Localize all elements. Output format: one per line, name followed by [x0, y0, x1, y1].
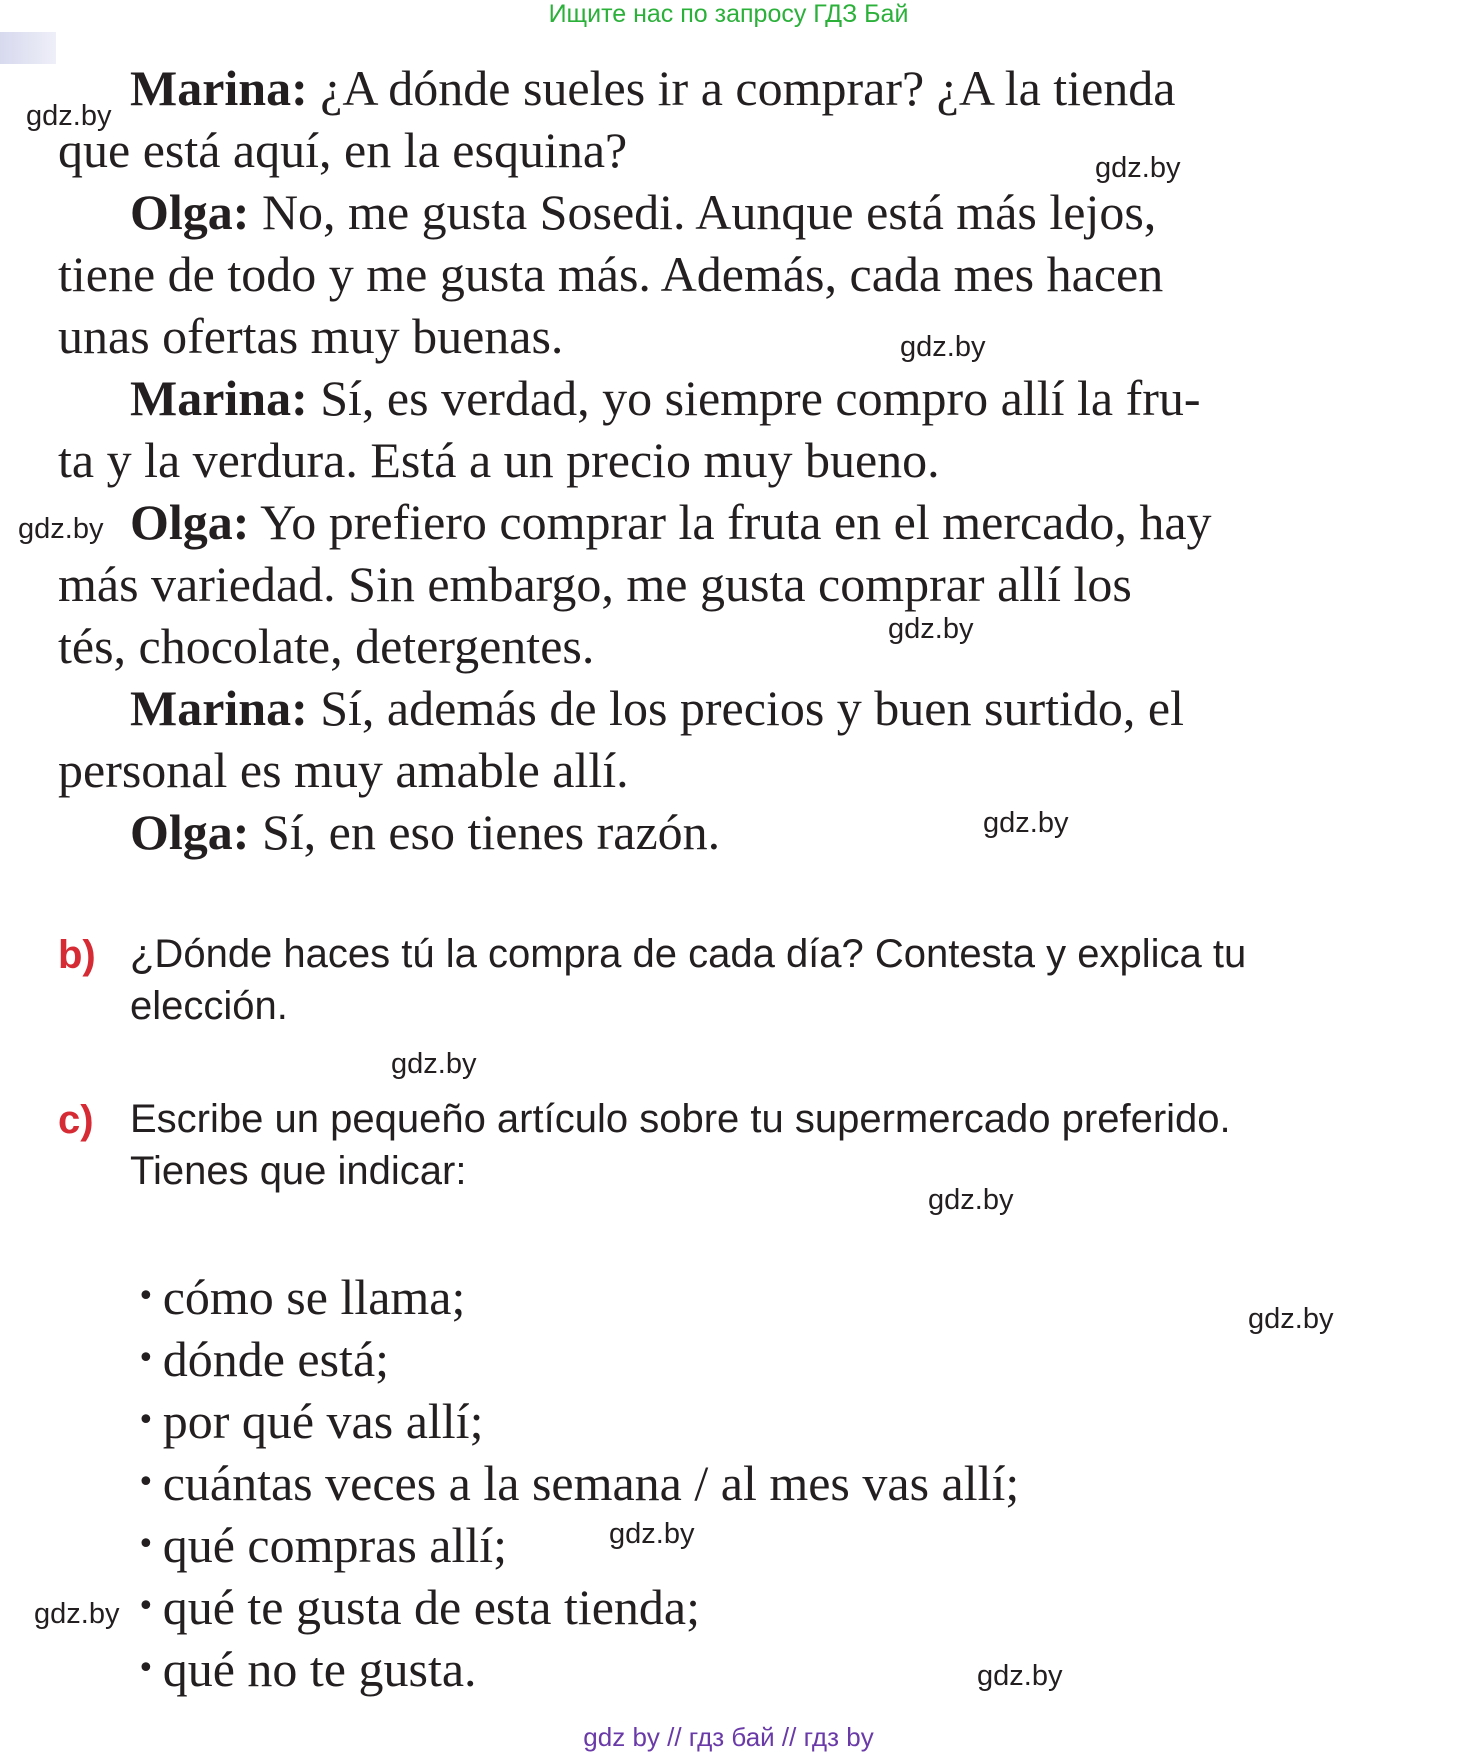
- bullet-dot: •: [137, 1279, 155, 1314]
- list-item: [137, 1514, 507, 1576]
- bullet-dot: •: [137, 1589, 155, 1624]
- speaker-name: Olga:: [130, 184, 250, 240]
- watermark: gdz.by: [1095, 152, 1181, 184]
- speaker-name: Olga:: [130, 804, 250, 860]
- dialogue-text: tés, chocolate, detergentes.: [58, 618, 595, 674]
- dialogue-text: No, me gusta Sosedi. Aunque está más lejos,: [261, 184, 1157, 240]
- dialogue-text: Yo prefiero comprar la fruta en el mercado, hay: [260, 494, 1212, 550]
- watermark: gdz.by: [888, 613, 974, 645]
- dialogue-line: [130, 181, 1156, 243]
- bullet-dot: •: [137, 1651, 155, 1686]
- dialogue-line: [130, 801, 720, 863]
- list-item-text: dónde está;: [162, 1331, 390, 1387]
- watermark: gdz.by: [928, 1184, 1014, 1216]
- footer-links[interactable]: gdz by // гдз бай // гдз by: [583, 1722, 874, 1752]
- task-c-text: Escribe un pequeño artículo sobre tu supermercado preferido.: [130, 1097, 1231, 1141]
- dialogue-line: [58, 305, 563, 367]
- dialogue-text: Sí, además de los precios y buen surtido, el: [320, 680, 1184, 736]
- bullet-dot: •: [137, 1527, 155, 1562]
- dialogue-line: [130, 677, 1184, 739]
- dialogue-line: [58, 243, 1163, 305]
- watermark: gdz.by: [900, 331, 986, 363]
- dialogue-line: [130, 367, 1201, 429]
- watermark: gdz.by: [983, 807, 1069, 839]
- dialogue-line: [130, 491, 1212, 553]
- list-item: [137, 1638, 477, 1700]
- list-item-text: qué no te gusta.: [162, 1641, 477, 1697]
- list-item-text: qué compras allí;: [162, 1517, 508, 1573]
- header-banner[interactable]: Ищите нас по запросу ГДЗ Бай: [548, 0, 909, 28]
- bullet-dot: •: [137, 1403, 155, 1438]
- task-b-letter: b): [58, 933, 96, 977]
- dialogue-text: Sí, en eso tienes razón.: [261, 804, 721, 860]
- list-item-text: qué te gusta de esta tienda;: [162, 1579, 701, 1635]
- dialogue-line: [58, 615, 594, 677]
- dialogue-text: ta y la verdura. Está a un precio muy bueno.: [58, 432, 940, 488]
- task-c-text: Tienes que indicar:: [130, 1149, 467, 1193]
- dialogue-text: Sí, es verdad, yo siempre compro allí la fru-: [320, 370, 1201, 426]
- task-b-text: ¿Dónde haces tú la compra de cada día? Contesta y explica tu: [130, 932, 1247, 976]
- watermark: gdz.by: [391, 1048, 477, 1080]
- dialogue-text: que está aquí, en la esquina?: [58, 122, 628, 178]
- task-b-text: elección.: [130, 984, 288, 1028]
- watermark: gdz.by: [26, 100, 112, 132]
- list-item: [137, 1452, 1019, 1514]
- dialogue-line: [58, 429, 940, 491]
- bullet-dot: •: [137, 1465, 155, 1500]
- list-item: [137, 1328, 389, 1390]
- list-item: [137, 1266, 465, 1328]
- watermark: gdz.by: [977, 1660, 1063, 1692]
- speaker-name: Olga:: [130, 494, 250, 550]
- dialogue-line: [58, 119, 627, 181]
- dialogue-text: más variedad. Sin embargo, me gusta comprar allí los: [58, 556, 1132, 612]
- dialogue-line: [58, 553, 1132, 615]
- list-item: [137, 1576, 700, 1638]
- list-item-text: cuántas veces a la semana / al mes vas allí;: [162, 1455, 1020, 1511]
- dialogue-line: [58, 739, 629, 801]
- speaker-name: Marina:: [130, 680, 308, 736]
- watermark: gdz.by: [34, 1598, 120, 1630]
- dialogue-text: ¿A dónde sueles ir a comprar? ¿A la tienda: [320, 60, 1176, 116]
- dialogue-text: personal es muy amable allí.: [58, 742, 629, 798]
- dialogue-line: [130, 57, 1175, 119]
- bullet-dot: •: [137, 1341, 155, 1376]
- list-item: [137, 1390, 483, 1452]
- task-c-letter: c): [58, 1098, 94, 1142]
- speaker-name: Marina:: [130, 370, 308, 426]
- watermark: gdz.by: [609, 1518, 695, 1550]
- dialogue-text: tiene de todo y me gusta más. Además, cada mes hacen: [58, 246, 1164, 302]
- watermark: gdz.by: [1248, 1303, 1334, 1335]
- corner-tab: [0, 32, 56, 64]
- list-item-text: por qué vas allí;: [162, 1393, 484, 1449]
- speaker-name: Marina:: [130, 60, 308, 116]
- dialogue-text: unas ofertas muy buenas.: [58, 308, 564, 364]
- watermark: gdz.by: [18, 513, 104, 545]
- list-item-text: cómo se llama;: [162, 1269, 466, 1325]
